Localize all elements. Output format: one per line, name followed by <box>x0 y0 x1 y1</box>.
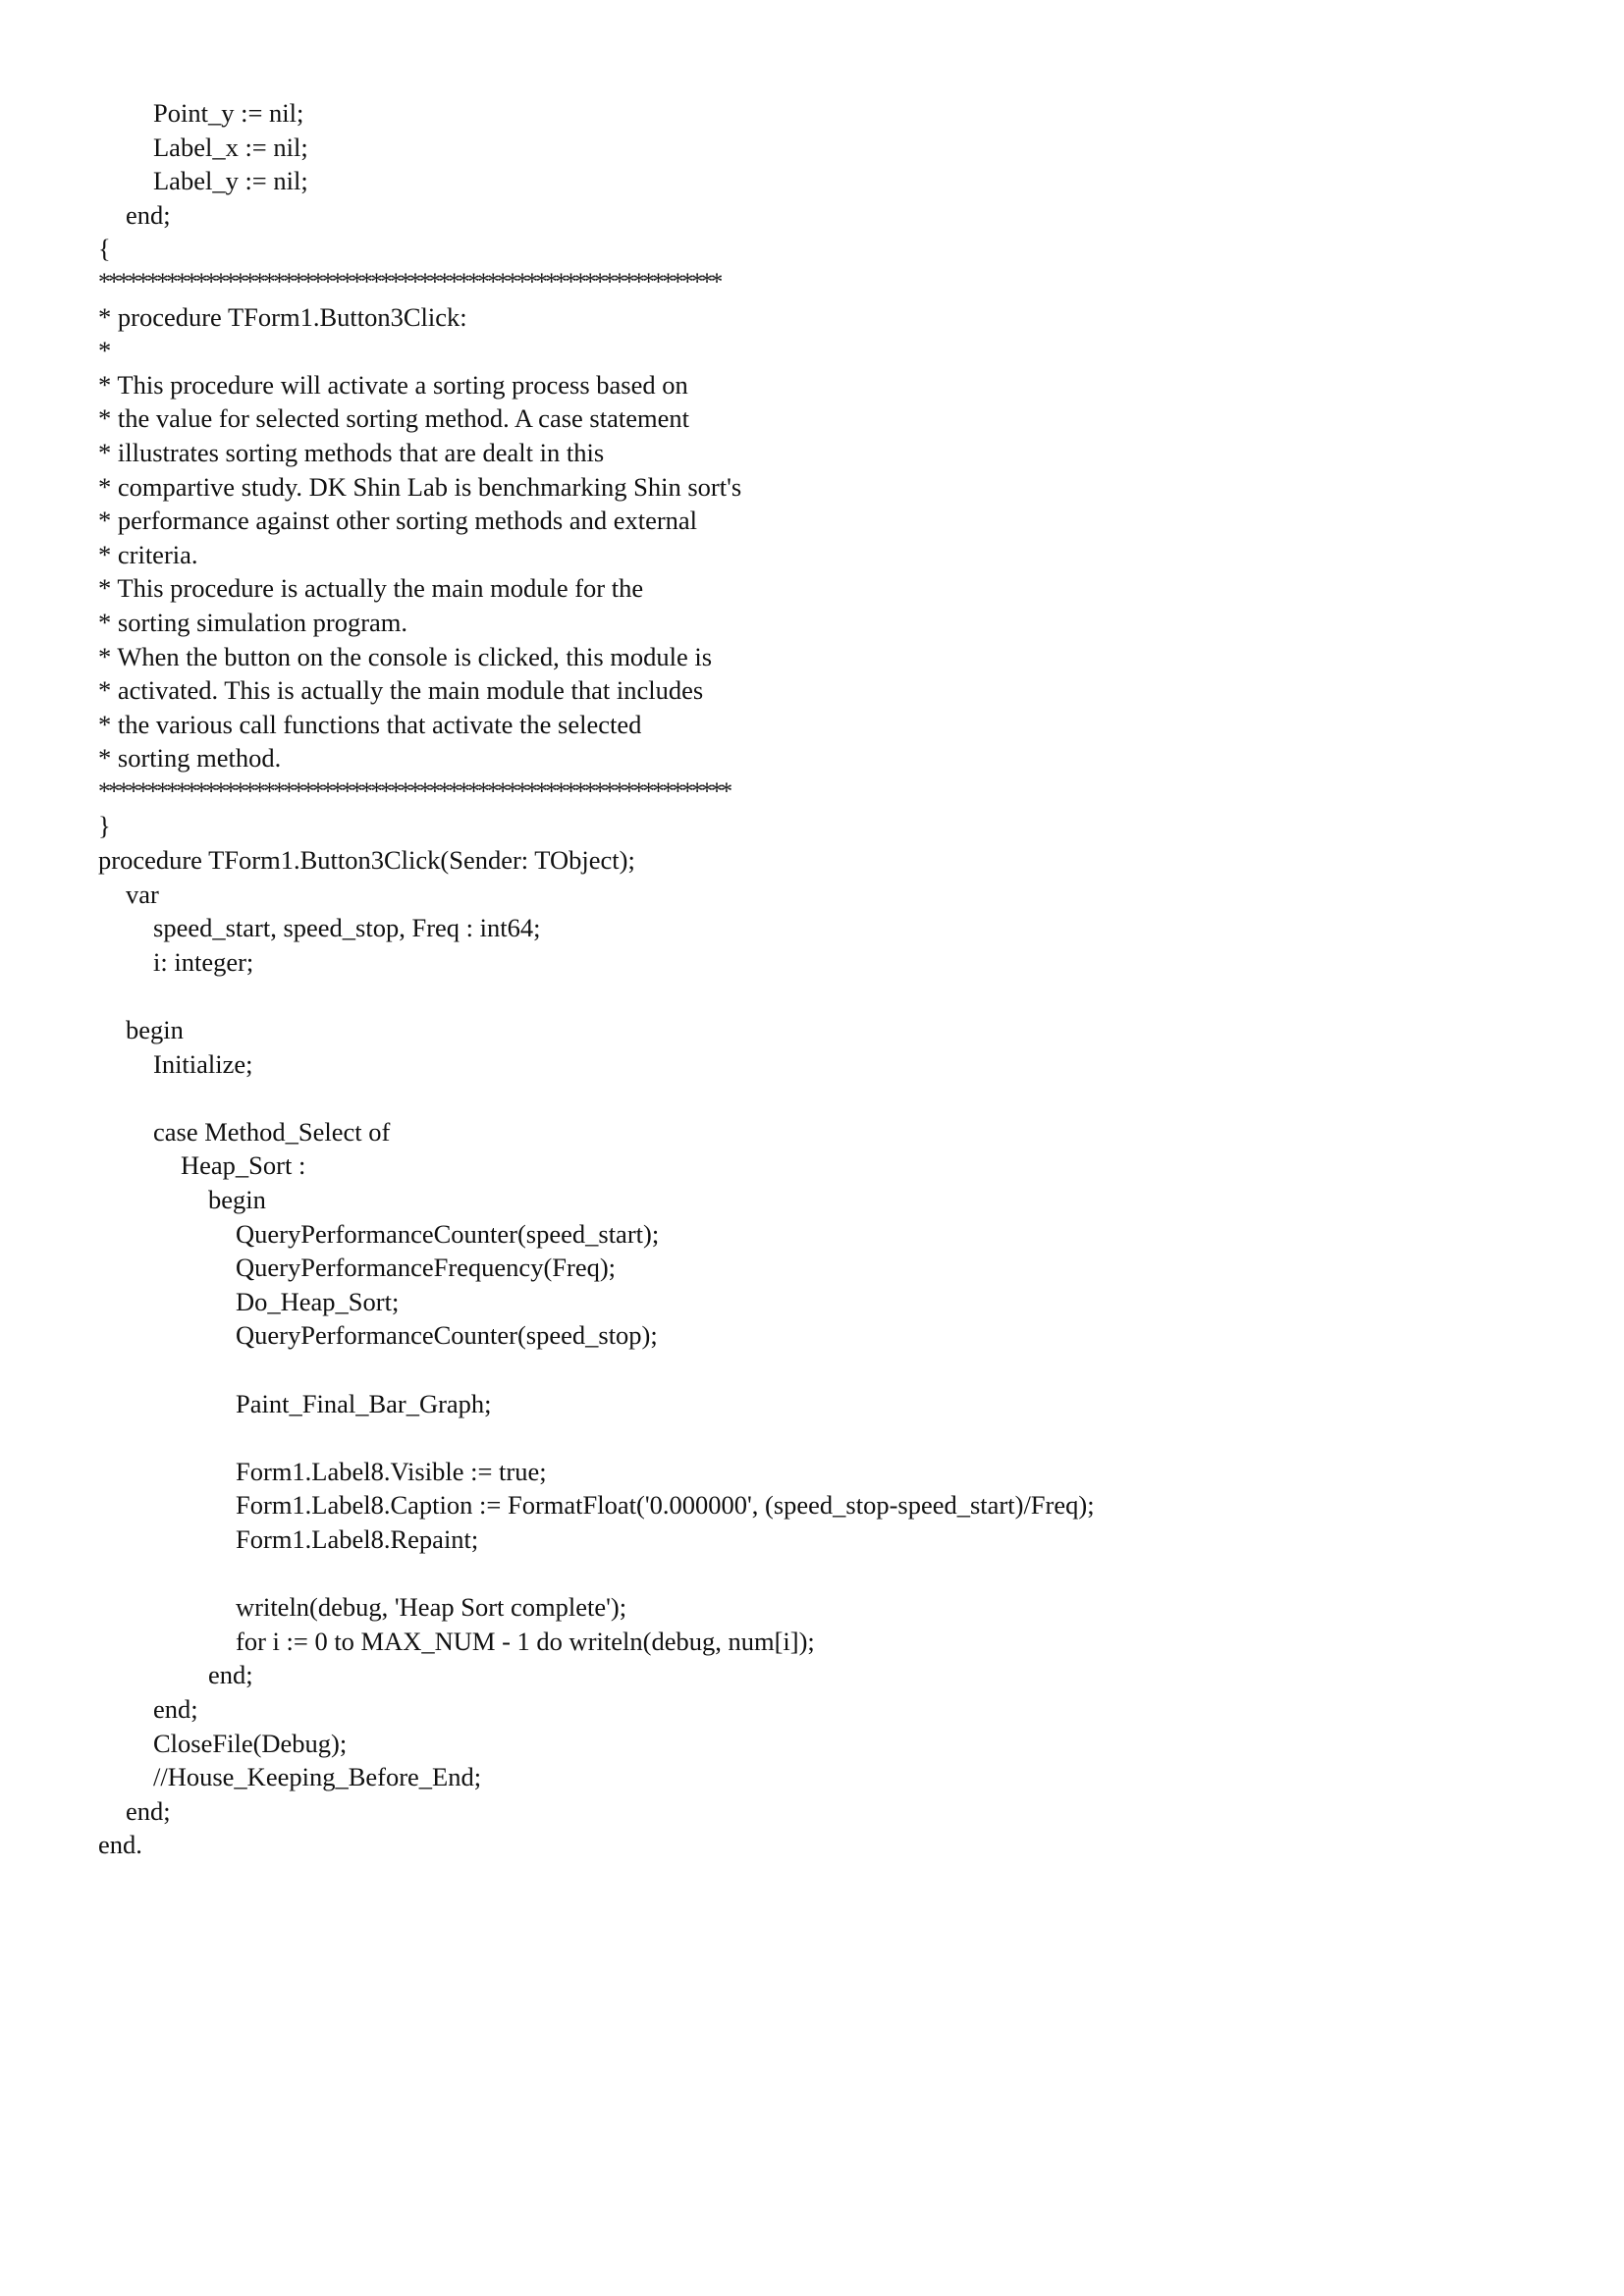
code-line: * illustrates sorting methods that are dealt in this <box>98 437 605 467</box>
code-line: speed_start, speed_stop, Freq : int64; <box>153 913 541 943</box>
code-line: * the value for selected sorting method. A case statement <box>98 403 689 434</box>
code-line: end; <box>153 1693 198 1724</box>
code-line: CloseFile(Debug); <box>153 1728 348 1758</box>
code-line <box>98 1353 1095 1387</box>
code-line: Label_y := nil; <box>153 166 308 196</box>
code-line: Point_y := nil; <box>153 98 304 128</box>
code-line: var <box>126 879 159 909</box>
code-line: * procedure TForm1.Button3Click: <box>98 301 467 332</box>
code-line: end; <box>208 1660 253 1690</box>
code-line: Form1.Label8.Repaint; <box>236 1523 479 1554</box>
code-line: { <box>98 234 111 264</box>
code-line: * criteria. <box>98 539 198 569</box>
code-line: Heap_Sort : <box>181 1150 306 1181</box>
code-listing <box>98 96 1095 1862</box>
code-line: * activated. This is actually the main module that includes <box>98 675 704 706</box>
code-line: Do_Heap_Sort; <box>236 1286 400 1316</box>
code-line: * the various call functions that activate the selected <box>98 709 642 739</box>
code-line: * When the button on the console is clicked, this module is <box>98 641 713 671</box>
code-line: Label_x := nil; <box>153 132 308 162</box>
code-line: //House_Keeping_Before_End; <box>153 1762 482 1792</box>
code-line: end; <box>126 1795 171 1826</box>
code-line: } <box>98 811 111 841</box>
code-line: begin <box>126 1015 184 1045</box>
code-line: * <box>98 336 112 366</box>
code-line: * sorting method. <box>98 743 282 774</box>
code-line: Form1.Label8.Caption := FormatFloat('0.000000', (speed_stop-speed_start)/Freq); <box>236 1490 1095 1521</box>
code-line: QueryPerformanceCounter(speed_start); <box>236 1218 660 1249</box>
code-line: QueryPerformanceCounter(speed_stop); <box>236 1320 658 1351</box>
code-line: * This procedure is actually the main module for the <box>98 573 644 604</box>
code-line <box>98 1420 1095 1455</box>
code-line: procedure TForm1.Button3Click(Sender: TObject); <box>98 845 635 876</box>
code-line <box>98 1081 1095 1115</box>
code-line: * This procedure will activate a sorting process based on <box>98 369 688 400</box>
code-line: end. <box>98 1830 142 1860</box>
code-line: * performance against other sorting methods and external <box>98 506 698 536</box>
comment-divider-line: ***************************************************************** <box>98 777 731 805</box>
code-line: * sorting simulation program. <box>98 607 408 637</box>
comment-divider-line: **************************************************************** <box>98 268 721 295</box>
code-line: case Method_Select of <box>153 1116 391 1147</box>
code-line: Form1.Label8.Visible := true; <box>236 1456 547 1486</box>
code-line: * compartive study. DK Shin Lab is benchmarking Shin sort's <box>98 471 742 502</box>
code-line: begin <box>208 1185 266 1214</box>
code-line: end; <box>126 199 171 230</box>
code-line: i: integer; <box>153 946 254 977</box>
code-line: writeln(debug, 'Heap Sort complete'); <box>236 1592 627 1623</box>
code-line: for i := 0 to MAX_NUM - 1 do writeln(debug, num[i]); <box>236 1626 815 1656</box>
code-line: Paint_Final_Bar_Graph; <box>236 1388 492 1418</box>
code-line <box>98 979 1095 1013</box>
code-line: QueryPerformanceFrequency(Freq); <box>236 1253 617 1283</box>
code-line <box>98 1557 1095 1591</box>
code-line: Initialize; <box>153 1048 253 1079</box>
